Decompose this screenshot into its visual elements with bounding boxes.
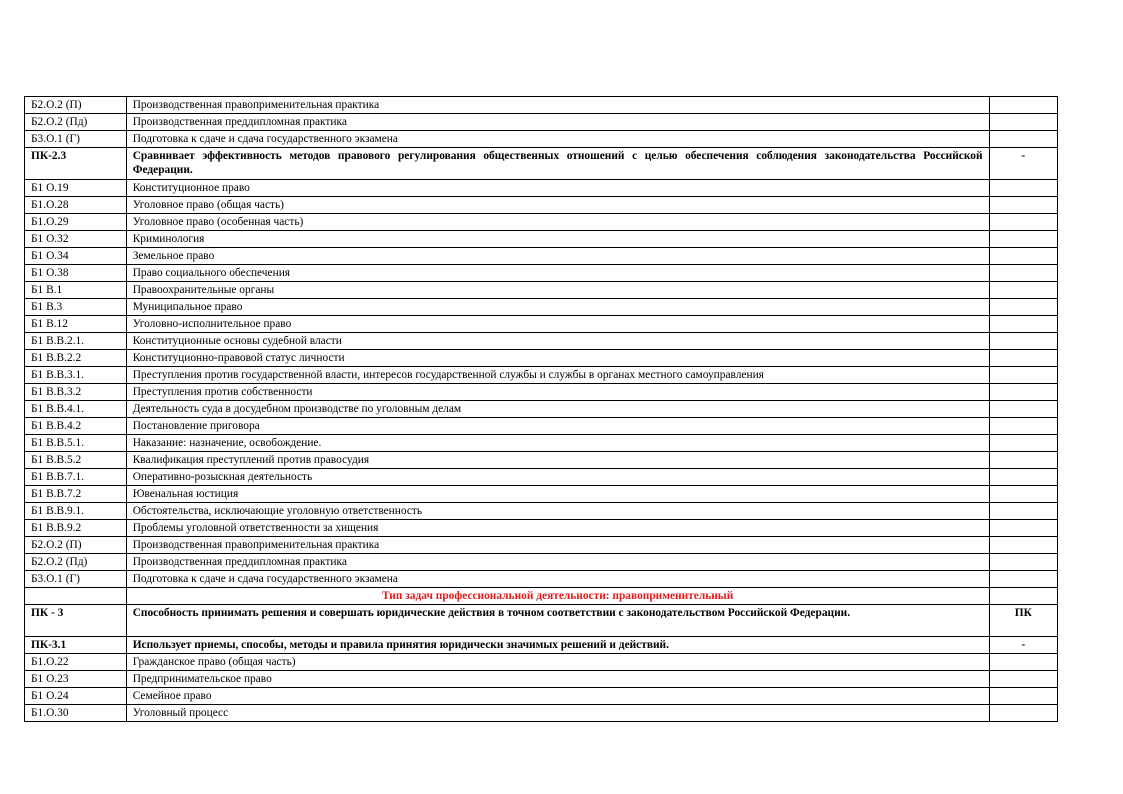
row-code-cell: Б1 В.В.2.1. — [25, 333, 127, 350]
row-mark-cell — [989, 588, 1057, 605]
row-name-cell: Подготовка к сдаче и сдача государственного экзамена — [126, 571, 989, 588]
row-name-cell: Производственная правоприменительная практика — [126, 537, 989, 554]
row-name-cell: Муниципальное право — [126, 299, 989, 316]
row-name-cell: Уголовный процесс — [126, 705, 989, 722]
discipline-row — [25, 180, 1058, 197]
row-name-cell: Производственная преддипломная практика — [126, 554, 989, 571]
row-code-cell: Б1.О.30 — [25, 705, 127, 722]
row-mark-cell — [989, 180, 1057, 197]
discipline-row — [25, 452, 1058, 469]
competence-table — [24, 96, 1058, 722]
discipline-row — [25, 469, 1058, 486]
row-name-cell: Уголовно-исполнительное право — [126, 316, 989, 333]
row-name-cell: Деятельность суда в досудебном производстве по уголовным делам — [126, 401, 989, 418]
row-name-cell: Конституционно-правовой статус личности — [126, 350, 989, 367]
row-mark-cell — [989, 571, 1057, 588]
row-mark-cell — [989, 520, 1057, 537]
row-mark-cell — [989, 671, 1057, 688]
row-code-cell: ПК - 3 — [25, 605, 127, 637]
row-mark-cell — [989, 214, 1057, 231]
row-mark-cell — [989, 282, 1057, 299]
row-mark-cell: - — [989, 637, 1057, 654]
row-name-cell: Правоохранительные органы — [126, 282, 989, 299]
row-mark-cell — [989, 384, 1057, 401]
row-mark-cell: ПК — [989, 605, 1057, 637]
discipline-row — [25, 214, 1058, 231]
row-code-cell: Б1 О.24 — [25, 688, 127, 705]
discipline-row — [25, 401, 1058, 418]
row-mark-cell — [989, 503, 1057, 520]
discipline-row — [25, 688, 1058, 705]
row-name-cell: Ювенальная юстиция — [126, 486, 989, 503]
row-name-cell: Уголовное право (особенная часть) — [126, 214, 989, 231]
discipline-row — [25, 333, 1058, 350]
discipline-row — [25, 705, 1058, 722]
discipline-row — [25, 520, 1058, 537]
row-mark-cell — [989, 435, 1057, 452]
row-code-cell: Б3.О.1 (Г) — [25, 131, 127, 148]
competence-table-body — [25, 97, 1058, 722]
row-mark-cell — [989, 265, 1057, 282]
discipline-row — [25, 265, 1058, 282]
row-code-cell: Б1.О.22 — [25, 654, 127, 671]
row-name-cell: Постановление приговора — [126, 418, 989, 435]
row-code-cell: Б1 В.В.2.2 — [25, 350, 127, 367]
row-mark-cell — [989, 654, 1057, 671]
row-name-cell: Оперативно-розыскная деятельность — [126, 469, 989, 486]
row-code-cell: Б1 О.23 — [25, 671, 127, 688]
row-code-cell: Б1 О.38 — [25, 265, 127, 282]
row-name-cell: Наказание: назначение, освобождение. — [126, 435, 989, 452]
row-name-cell: Земельное право — [126, 248, 989, 265]
discipline-row — [25, 197, 1058, 214]
row-mark-cell — [989, 333, 1057, 350]
row-code-cell: ПК-2.3 — [25, 148, 127, 180]
row-mark-cell — [989, 554, 1057, 571]
discipline-row — [25, 537, 1058, 554]
row-mark-cell — [989, 248, 1057, 265]
row-name-cell: Преступления против государственной власти, интересов государственной службы и службы в органах местного самоуправления — [126, 367, 989, 384]
indicator-row — [25, 148, 1058, 180]
row-code-cell: Б3.О.1 (Г) — [25, 571, 127, 588]
discipline-row — [25, 435, 1058, 452]
row-code-cell: Б2.О.2 (П) — [25, 97, 127, 114]
row-name-cell: Квалификация преступлений против правосудия — [126, 452, 989, 469]
row-code-cell: Б1 В.В.4.2 — [25, 418, 127, 435]
row-code-cell: Б1 О.19 — [25, 180, 127, 197]
discipline-row — [25, 571, 1058, 588]
row-code-cell: Б1 В.3 — [25, 299, 127, 316]
discipline-row — [25, 97, 1058, 114]
row-code-cell: Б1 В.В.7.2 — [25, 486, 127, 503]
row-code-cell: Б1 В.12 — [25, 316, 127, 333]
row-code-cell: Б2.О.2 (Пд) — [25, 554, 127, 571]
row-name-cell: Конституционные основы судебной власти — [126, 333, 989, 350]
row-code-cell: Б1 О.32 — [25, 231, 127, 248]
discipline-row — [25, 503, 1058, 520]
row-mark-cell — [989, 469, 1057, 486]
row-code-cell: Б1 В.В.9.2 — [25, 520, 127, 537]
row-mark-cell — [989, 299, 1057, 316]
row-name-cell: Право социального обеспечения — [126, 265, 989, 282]
row-mark-cell — [989, 537, 1057, 554]
discipline-row — [25, 316, 1058, 333]
discipline-row — [25, 299, 1058, 316]
row-mark-cell — [989, 231, 1057, 248]
row-mark-cell — [989, 350, 1057, 367]
row-mark-cell — [989, 114, 1057, 131]
row-code-cell: ПК-3.1 — [25, 637, 127, 654]
row-mark-cell — [989, 418, 1057, 435]
section-title-cell: Тип задач профессиональной деятельности: правоприменительный — [126, 588, 989, 605]
row-name-cell: Преступления против собственности — [126, 384, 989, 401]
discipline-row — [25, 486, 1058, 503]
discipline-row — [25, 367, 1058, 384]
row-name-cell: Обстоятельства, исключающие уголовную ответственность — [126, 503, 989, 520]
discipline-row — [25, 114, 1058, 131]
discipline-row — [25, 384, 1058, 401]
row-code-cell: Б1.О.28 — [25, 197, 127, 214]
row-name-cell: Производственная правоприменительная практика — [126, 97, 989, 114]
row-mark-cell — [989, 401, 1057, 418]
row-mark-cell — [989, 316, 1057, 333]
discipline-row — [25, 350, 1058, 367]
row-name-cell: Производственная преддипломная практика — [126, 114, 989, 131]
row-name-cell: Сравнивает эффективность методов правового регулирования общественных отношений с целью обеспечения соблюдения законодательства Российской Федерации. — [126, 148, 989, 180]
discipline-row — [25, 671, 1058, 688]
row-code-cell: Б1 О.34 — [25, 248, 127, 265]
row-name-cell: Проблемы уголовной ответственности за хищения — [126, 520, 989, 537]
row-code-cell: Б1 В.В.9.1. — [25, 503, 127, 520]
row-name-cell: Семейное право — [126, 688, 989, 705]
row-mark-cell — [989, 705, 1057, 722]
discipline-row — [25, 282, 1058, 299]
row-code-cell: Б1 В.В.4.1. — [25, 401, 127, 418]
row-mark-cell — [989, 97, 1057, 114]
competence-row — [25, 605, 1058, 637]
row-code-cell: Б1 В.В.3.1. — [25, 367, 127, 384]
row-mark-cell: - — [989, 148, 1057, 180]
discipline-row — [25, 418, 1058, 435]
row-mark-cell — [989, 688, 1057, 705]
row-mark-cell — [989, 197, 1057, 214]
discipline-row — [25, 554, 1058, 571]
row-mark-cell — [989, 486, 1057, 503]
indicator-row — [25, 637, 1058, 654]
row-name-cell: Криминология — [126, 231, 989, 248]
row-code-cell: Б1 В.В.3.2 — [25, 384, 127, 401]
discipline-row — [25, 654, 1058, 671]
row-code-cell: Б1 В.В.5.2 — [25, 452, 127, 469]
row-code-cell: Б1 В.В.7.1. — [25, 469, 127, 486]
row-code-cell: Б1 В.В.5.1. — [25, 435, 127, 452]
row-code-cell: Б2.О.2 (Пд) — [25, 114, 127, 131]
row-code-cell: Б1 В.1 — [25, 282, 127, 299]
row-name-cell: Способность принимать решения и совершать юридические действия в точном соответствии с законодательством Российской Федерации. — [126, 605, 989, 637]
discipline-row — [25, 248, 1058, 265]
row-mark-cell — [989, 452, 1057, 469]
row-name-cell: Предпринимательское право — [126, 671, 989, 688]
discipline-row — [25, 231, 1058, 248]
section-header-row — [25, 588, 1058, 605]
row-code-cell: Б2.О.2 (П) — [25, 537, 127, 554]
row-mark-cell — [989, 131, 1057, 148]
row-name-cell: Уголовное право (общая часть) — [126, 197, 989, 214]
row-code-cell: Б1.О.29 — [25, 214, 127, 231]
row-mark-cell — [989, 367, 1057, 384]
row-name-cell: Гражданское право (общая часть) — [126, 654, 989, 671]
row-name-cell: Конституционное право — [126, 180, 989, 197]
row-name-cell: Использует приемы, способы, методы и правила принятия юридически значимых решений и действий. — [126, 637, 989, 654]
row-code-cell — [25, 588, 127, 605]
discipline-row — [25, 131, 1058, 148]
row-name-cell: Подготовка к сдаче и сдача государственного экзамена — [126, 131, 989, 148]
